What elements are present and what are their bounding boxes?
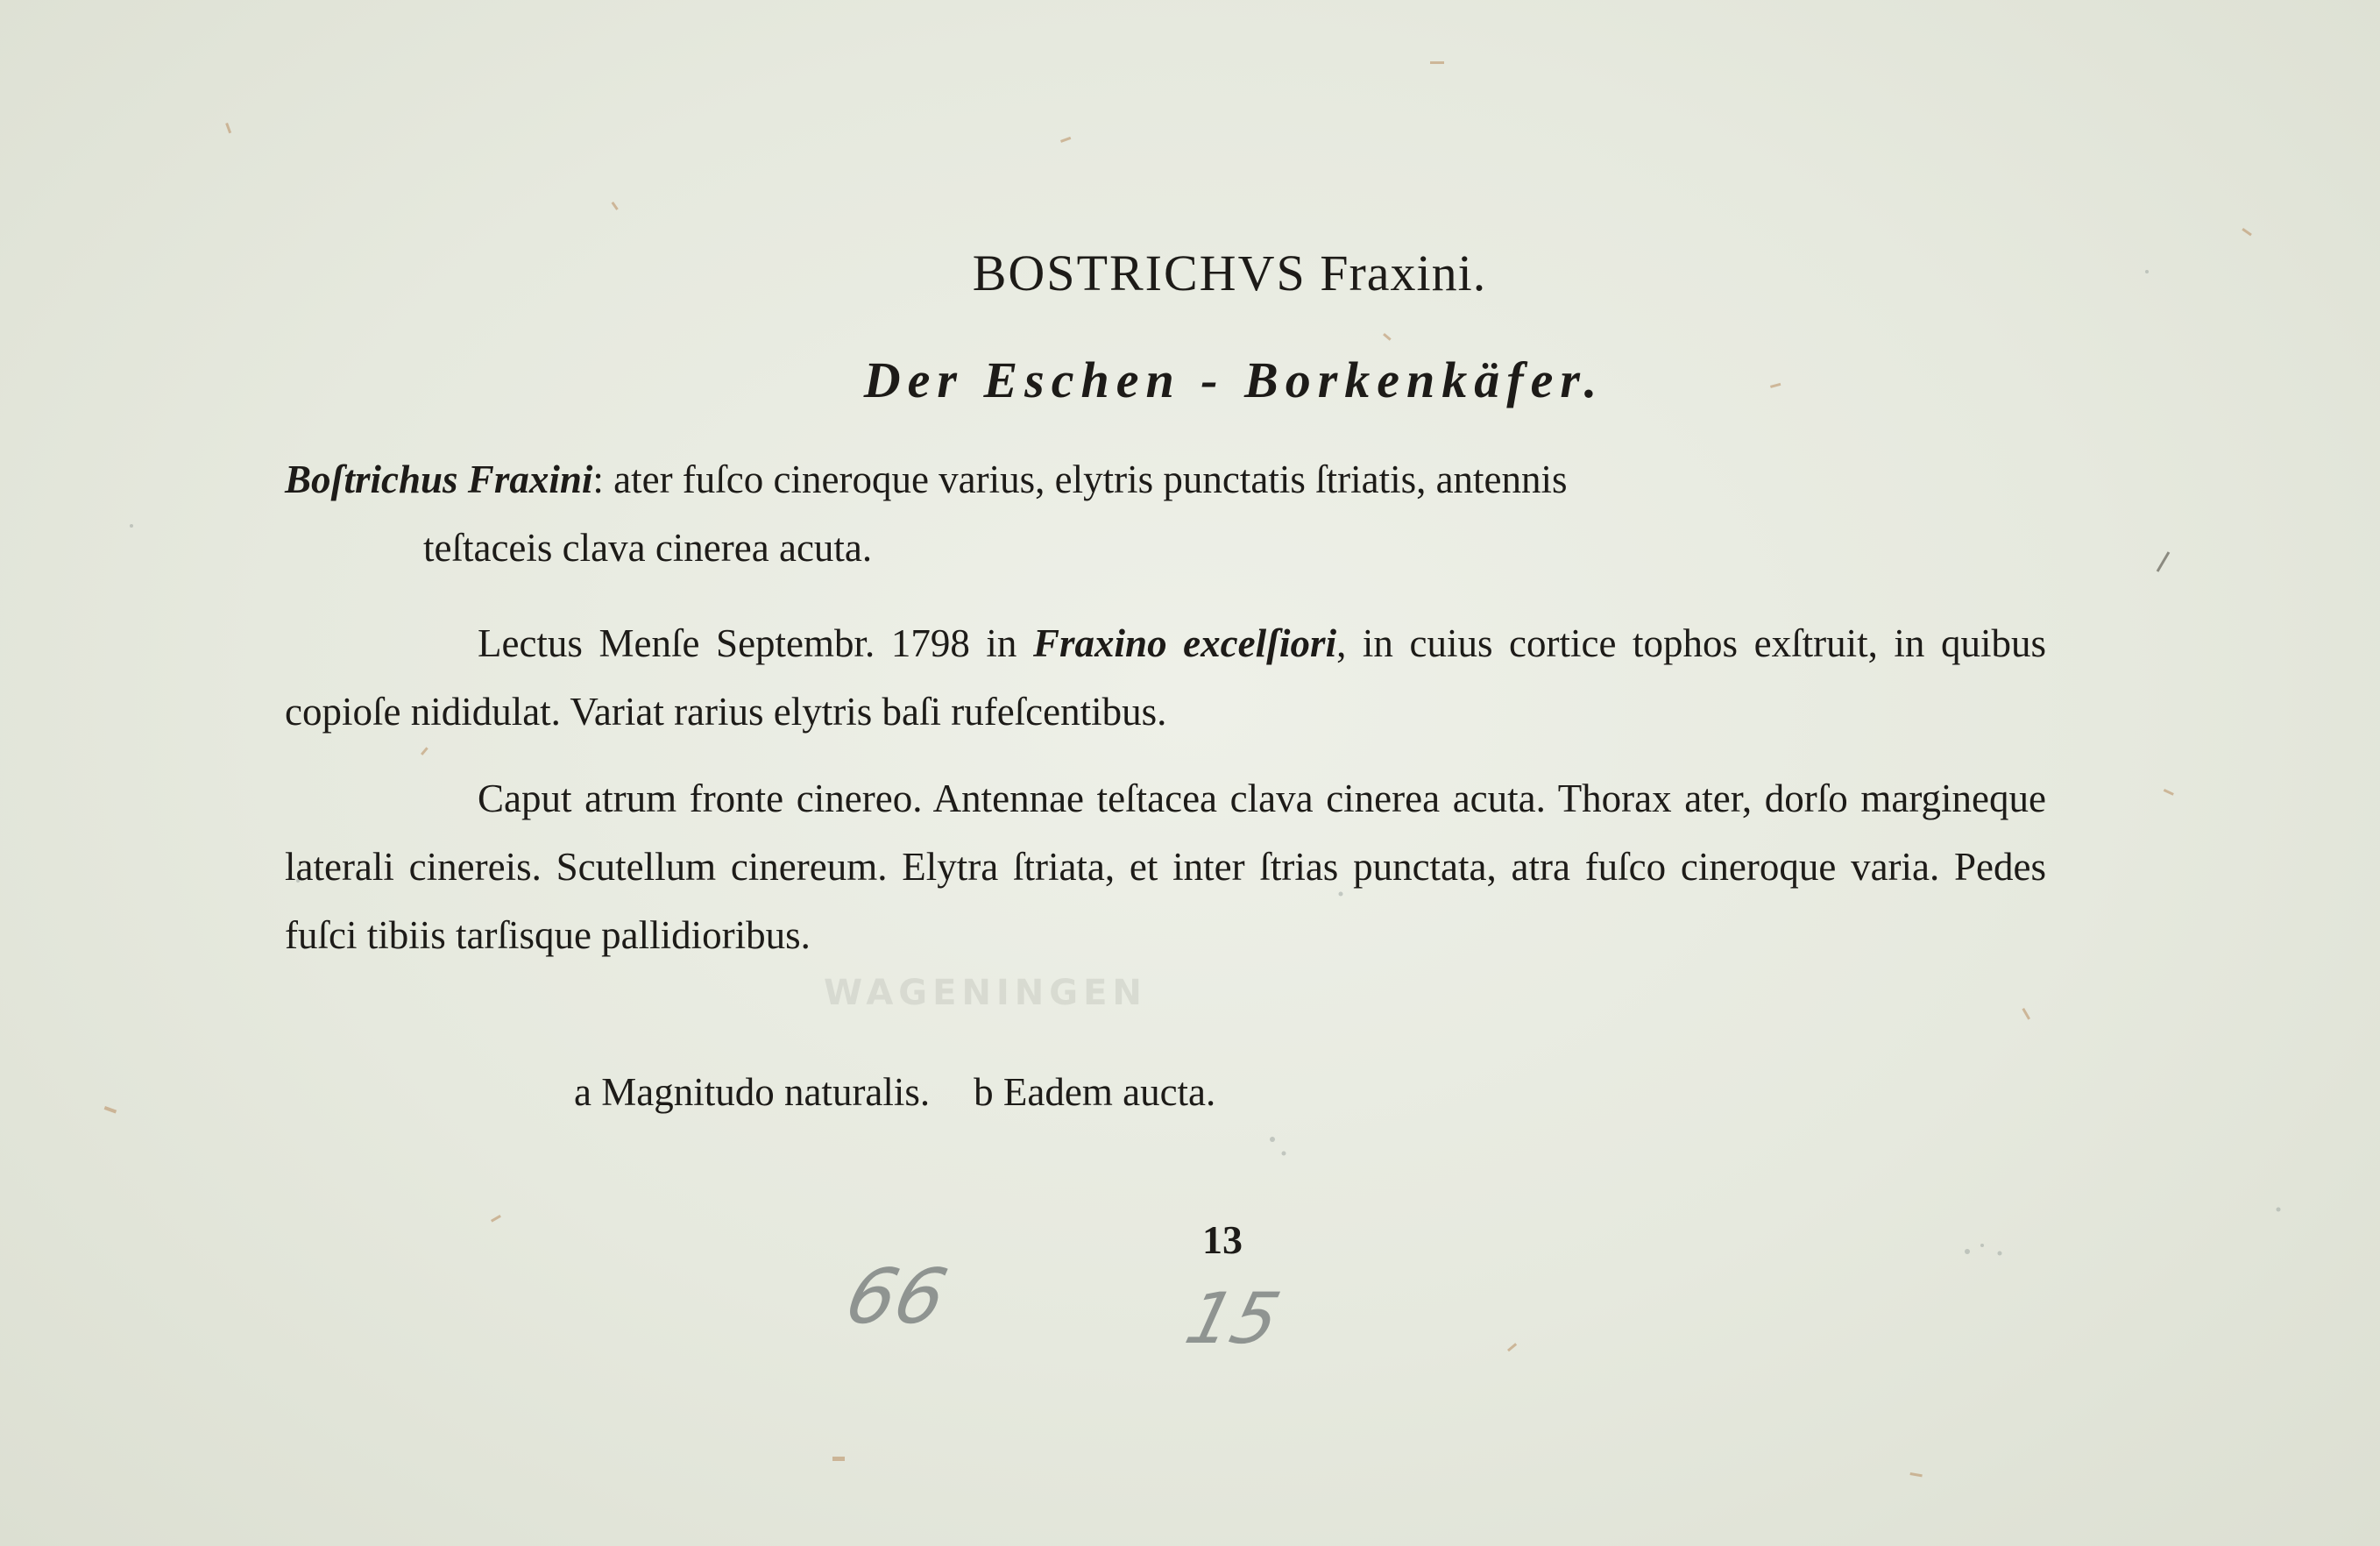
paragraph-collection	[285, 609, 2046, 746]
page-number: 13	[1202, 1217, 1243, 1262]
diagnosis-text-1: : ater fuſco cineroque varius, elytris punctatis ſtriatis, antennis	[592, 457, 1568, 501]
diagnosis-name: Boſtrichus Fraxini	[285, 457, 593, 501]
handwritten-number-right: 15	[1178, 1278, 1288, 1359]
paragraph1-before: Lectus Menſe Septembr. 1798 in	[478, 621, 1034, 665]
handwritten-number-left: 66	[837, 1253, 955, 1341]
caption-b: b Eadem aucta.	[974, 1070, 1216, 1114]
paragraph1-after: , in cuius cortice tophos exſtruit, in quibus copioſe nididulat. Variat rarius elytris baſi rufeſcentibus.	[285, 621, 2046, 734]
diagnosis	[285, 445, 2046, 582]
page-title	[0, 244, 2380, 302]
title-species: Fraxini.	[1320, 245, 1487, 301]
diagnosis-line-1	[285, 445, 2046, 514]
german-name: Der Eschen - Borkenkäfer.	[863, 351, 1604, 408]
paragraph1-plant: Fraxino excelſiori	[1033, 621, 1337, 665]
title-genus: BOSTRICHVS	[972, 245, 1307, 301]
show-through-stamp: WAGENINGEN	[824, 973, 1147, 1013]
figure-caption	[574, 1069, 1215, 1115]
diagnosis-line-2: teſtaceis clava cinerea acuta.	[423, 526, 873, 570]
caption-a: a Magnitudo naturalis.	[574, 1070, 931, 1114]
paragraph-description: Caput atrum fronte cinereo. Antennae teſtacea clava cinerea acuta. Thorax ater, dorſo margineque laterali cinereis. Scutellum cinereum. Elytra ſtriata, et inter ſtrias punctata, atra fuſco cineroque varia. Pedes fuſci tibiis tarſisque pallidioribus.	[285, 777, 2046, 957]
